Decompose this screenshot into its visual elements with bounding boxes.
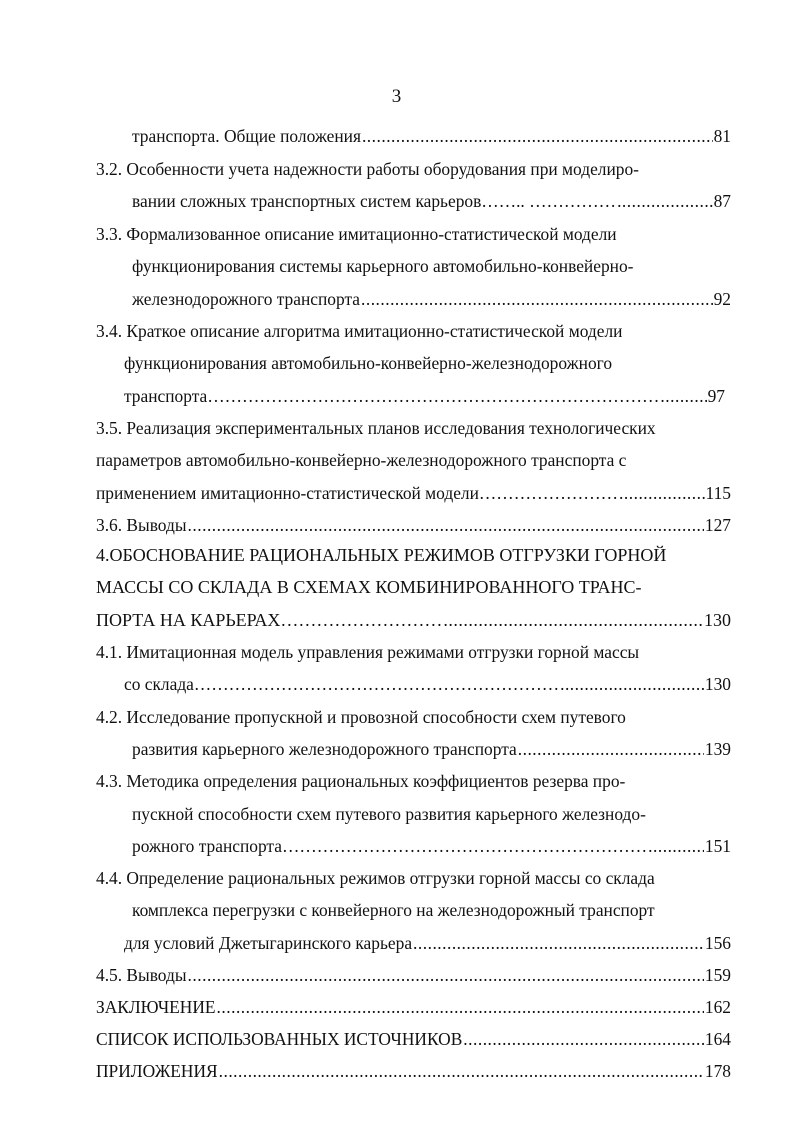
- toc-entry-page: 115: [705, 483, 731, 503]
- toc-entry: [96, 705, 626, 729]
- toc-entry: [96, 608, 731, 632]
- page-number: 3: [391, 86, 402, 107]
- toc-entry-page: 130: [704, 674, 731, 694]
- toc-entry: [132, 254, 633, 278]
- toc-entry: [96, 1027, 731, 1051]
- toc-entry-text: применением имитационно-статистической модели……………………: [96, 483, 619, 503]
- toc-entry: [96, 157, 639, 181]
- leader-dots: [219, 1059, 704, 1083]
- leader-dots: [560, 672, 704, 696]
- toc-entry: [96, 416, 656, 440]
- toc-entry: [96, 543, 666, 567]
- toc-entry-page: 178: [704, 1061, 731, 1081]
- toc-entry-page: 127: [704, 515, 731, 535]
- toc-entry-page: 159: [704, 965, 731, 985]
- leader-dots: [217, 995, 704, 1019]
- toc-entry: [124, 384, 725, 408]
- toc-entry: [96, 640, 639, 664]
- toc-entry: [132, 898, 655, 922]
- leader-dots: [413, 931, 704, 955]
- toc-entry-text: железнодорожного транспорта: [132, 289, 360, 309]
- toc-entry-page: 164: [704, 1029, 731, 1049]
- toc-entry-text: транспорта……………………………………………………………………: [124, 386, 660, 406]
- toc-entry: [132, 737, 731, 761]
- toc-entry-text: функционирования системы карьерного автомобильно-конвейерно-: [132, 256, 634, 276]
- toc-entry: [96, 963, 731, 987]
- toc-entry-text: 4.ОБОСНОВАНИЕ РАЦИОНАЛЬНЫХ РЕЖИМОВ ОТГРУЗКИ ГОРНОЙ: [96, 545, 667, 565]
- toc-entry: [132, 189, 731, 213]
- leader-dots: [617, 189, 713, 213]
- toc-entry: [96, 995, 731, 1019]
- toc-entry: [96, 319, 622, 343]
- toc-entry: [96, 481, 731, 505]
- leader-dots: [648, 834, 704, 858]
- toc-entry-text: МАССЫ СО СКЛАДА В СХЕМАХ КОМБИНИРОВАННОГО ТРАНС-: [96, 577, 642, 597]
- toc-entry-text: 3.5. Реализация экспериментальных планов исследования технологических: [96, 418, 656, 438]
- leader-dots: [660, 384, 706, 408]
- leader-dots: [361, 287, 713, 311]
- toc-entry: [132, 802, 646, 826]
- toc-entry: [124, 931, 731, 955]
- toc-entry-text: 4.5. Выводы: [96, 965, 187, 985]
- toc-entry: [96, 222, 617, 246]
- toc-entry-text: СПИСОК ИСПОЛЬЗОВАННЫХ ИСТОЧНИКОВ: [96, 1029, 463, 1049]
- leader-dots: [188, 963, 704, 987]
- toc-entry-text: ПОРТА НА КАРЬЕРАХ………………………: [96, 610, 443, 630]
- toc-entry: [96, 575, 642, 599]
- toc-entry: [132, 287, 731, 311]
- toc-entry-text: развития карьерного железнодорожного транспорта: [132, 739, 517, 759]
- toc-entry-text: ЗАКЛЮЧЕНИЕ: [96, 997, 216, 1017]
- leader-dots: [443, 608, 703, 632]
- leader-dots: [188, 513, 704, 537]
- toc-entry-text: 4.2. Исследование пропускной и провозной способности схем путевого: [96, 707, 626, 727]
- leader-dots: [619, 481, 705, 505]
- toc-entry-text: для условий Джетыгаринского карьера: [124, 933, 413, 953]
- toc-entry-text: со склада………………………………………………………: [124, 674, 560, 694]
- leader-dots: [518, 737, 704, 761]
- toc-entry-text: 3.6. Выводы: [96, 515, 187, 535]
- toc-entry-page: 130: [704, 610, 731, 630]
- toc-entry-text: рожного транспорта………………………………………………………: [132, 836, 648, 856]
- toc-entry-page: 92: [713, 289, 731, 309]
- toc-entry: [124, 672, 731, 696]
- toc-entry-text: транспорта. Общие положения: [132, 126, 361, 146]
- toc-entry-text: комплекса перегрузки с конвейерного на железнодорожный транспорт: [132, 900, 655, 920]
- toc-entry-page: 81: [713, 126, 731, 146]
- toc-entry: [96, 513, 731, 537]
- toc-entry-page: 156: [704, 933, 731, 953]
- toc-entry: [124, 351, 612, 375]
- toc-entry: [132, 124, 731, 148]
- toc-entry: [96, 769, 625, 793]
- toc-entry-page: 151: [704, 836, 731, 856]
- toc-entry-text: функционирования автомобильно-конвейерно-железнодорожного: [124, 353, 613, 373]
- toc-entry: [96, 866, 655, 890]
- toc-entry-page: 87: [713, 191, 731, 211]
- toc-entry-text: параметров автомобильно-конвейерно-железнодорожного транспорта с: [96, 450, 627, 470]
- toc-entry-text: 4.3. Методика определения рациональных коэффициентов резерва про-: [96, 771, 626, 791]
- toc-entry: [132, 834, 731, 858]
- toc-entry-text: 3.4. Краткое описание алгоритма имитационно-статистической модели: [96, 321, 623, 341]
- toc-entry-page: 162: [704, 997, 731, 1017]
- toc-entry-page: 97: [707, 386, 725, 406]
- toc-entry-text: вании сложных транспортных систем карьеров…….. ……………: [132, 191, 617, 211]
- toc-entry-text: пускной способности схем путевого развития карьерного железнодо-: [132, 804, 646, 824]
- toc-entry-text: 3.2. Особенности учета надежности работы оборудования при моделиро-: [96, 159, 639, 179]
- toc-entry-text: 4.4. Определение рациональных режимов отгрузки горной массы со склада: [96, 868, 655, 888]
- toc-entry: [96, 1059, 731, 1083]
- toc-entry: [96, 448, 626, 472]
- toc-entry-text: 4.1. Имитационная модель управления режимами отгрузки горной массы: [96, 642, 640, 662]
- leader-dots: [463, 1027, 704, 1051]
- toc-entry-text: ПРИЛОЖЕНИЯ: [96, 1061, 218, 1081]
- toc-entry-text: 3.3. Формализованное описание имитационно-статистической модели: [96, 224, 617, 244]
- toc-entry-page: 139: [704, 739, 731, 759]
- leader-dots: [362, 124, 713, 148]
